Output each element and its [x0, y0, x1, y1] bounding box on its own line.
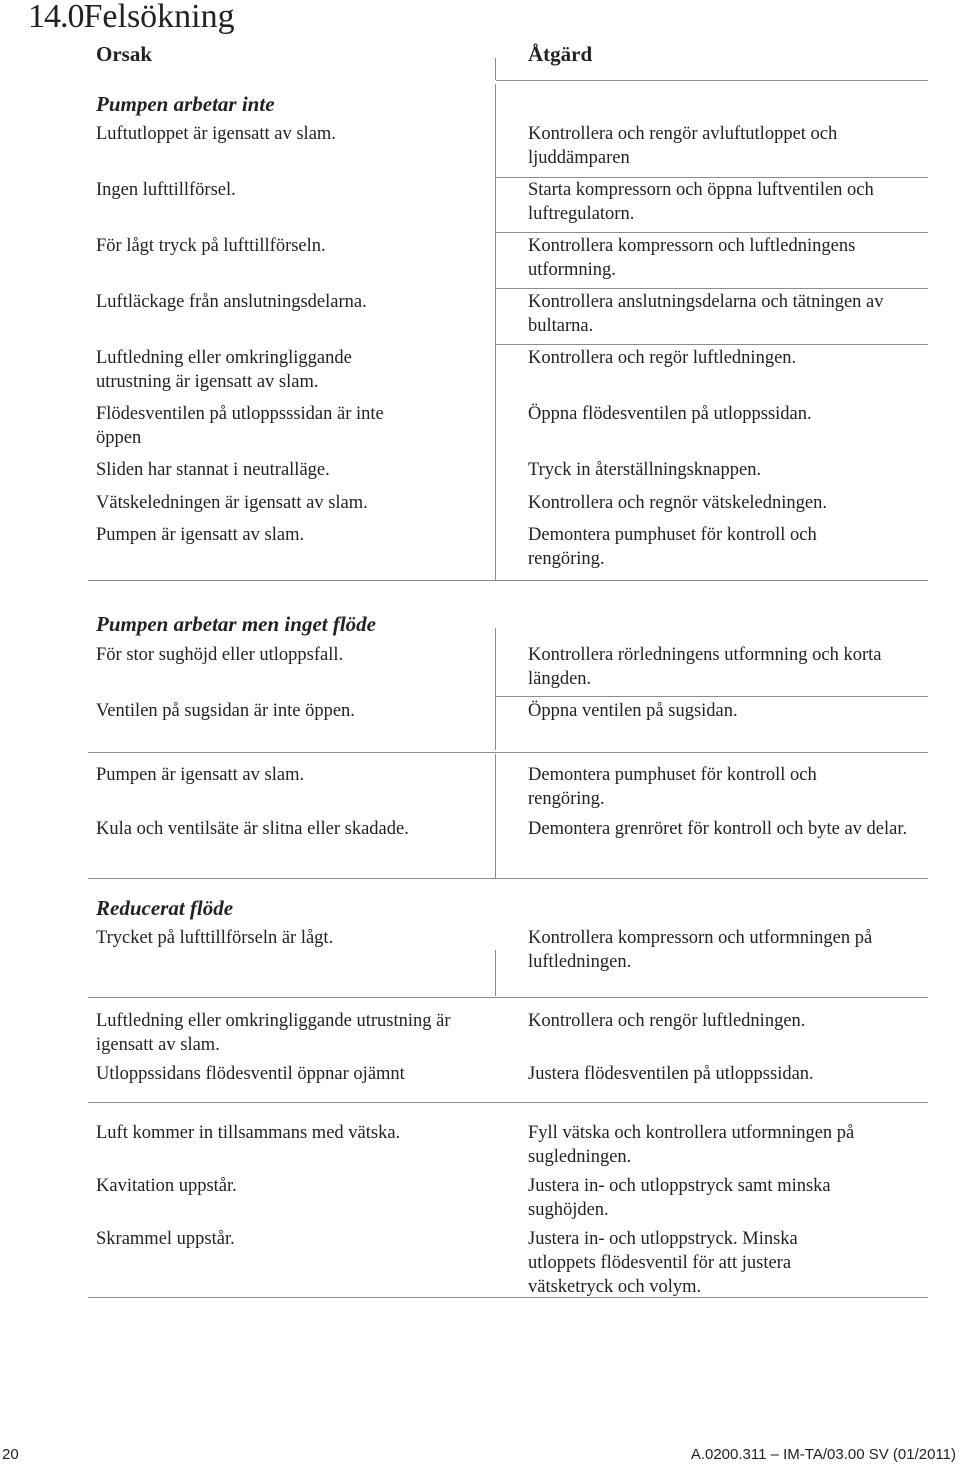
action-cell: Fyll vätska och kontrollera utformningen på sugledningen.: [528, 1123, 855, 1167]
action-cell: Demontera pumphuset för kontroll och rengöring.: [528, 765, 817, 809]
column-header-cause: Orsak: [96, 42, 153, 66]
cause-cell: Vätskeledningen är igensatt av slam.: [96, 493, 368, 513]
cause-cell: Luftledning eller omkringliggande utrustning är igensatt av slam.: [96, 348, 352, 392]
action-cell: Justera in- och utloppstryck samt minska sughöjden.: [528, 1176, 831, 1220]
action-cell: Kontrollera och rengör luftledningen.: [528, 1011, 806, 1031]
chapter-number: 14.0: [28, 0, 84, 35]
cause-cell: Luftledning eller omkringliggande utrustning är igensatt av slam.: [96, 1011, 451, 1055]
cause-cell: Trycket på lufttillförseln är lågt.: [96, 928, 334, 948]
action-cell: Kontrollera rörledningens utformning och korta längden.: [528, 645, 882, 689]
section-heading: Pumpen arbetar inte: [96, 92, 275, 116]
cause-cell: Pumpen är igensatt av slam.: [96, 765, 305, 785]
action-cell: Öppna flödesventilen på utloppssidan.: [528, 404, 812, 424]
row-rule: [496, 288, 928, 289]
action-cell: Starta kompressorn och öppna luftventilen och luftregulatorn.: [528, 180, 874, 224]
section-heading: Reducerat flöde: [96, 896, 234, 920]
section-rule: [88, 997, 928, 998]
cause-cell: Luft kommer in tillsammans med vätska.: [96, 1123, 401, 1143]
cause-cell: Pumpen är igensatt av slam.: [96, 525, 305, 545]
document-code: A.0200.311 – IM-TA/03.00 SV (01/2011): [690, 1446, 956, 1463]
column-divider: [495, 628, 496, 750]
cause-cell: Ventilen på sugsidan är inte öppen.: [96, 701, 355, 721]
action-cell: Kontrollera kompressorn och luftledningens utformning.: [528, 236, 856, 280]
cause-cell: Ingen lufttillförsel.: [96, 180, 236, 200]
section-rule: [88, 752, 928, 753]
cause-cell: Kula och ventilsäte är slitna eller skadade.: [96, 819, 409, 839]
column-divider: [495, 950, 496, 996]
page-title: [28, 0, 235, 34]
column-divider: [495, 754, 496, 878]
section-rule: [88, 878, 928, 879]
action-cell: Kontrollera och regör luftledningen.: [528, 348, 797, 368]
action-cell: Kontrollera och rengör avluftutloppet och ljuddämparen: [528, 124, 838, 168]
column-header-action: Åtgärd: [528, 42, 593, 66]
row-rule: [496, 696, 928, 697]
cause-cell: Sliden har stannat i neutralläge.: [96, 460, 330, 480]
action-cell: Kontrollera och regnör vätskeledningen.: [528, 493, 827, 513]
action-cell: Demontera pumphuset för kontroll och rengöring.: [528, 525, 817, 569]
column-divider: [495, 58, 496, 80]
cause-cell: Flödesventilen på utloppsssidan är inte öppen: [96, 404, 384, 448]
cause-cell: Utloppssidans flödesventil öppnar ojämnt: [96, 1064, 405, 1084]
row-rule: [496, 344, 928, 345]
action-cell: Justera flödesventilen på utloppssidan.: [528, 1064, 814, 1084]
action-cell: Justera in- och utloppstryck. Minska utloppets flödesventil för att justera vätsketryck och volym.: [528, 1229, 798, 1297]
header-rule: [496, 80, 928, 81]
section-heading: Pumpen arbetar men inget flöde: [96, 612, 376, 636]
page-number: 20: [2, 1446, 19, 1463]
cause-cell: För stor sughöjd eller utloppsfall.: [96, 645, 344, 665]
section-rule: [88, 1102, 928, 1103]
section-rule: [88, 580, 928, 581]
cause-cell: Luftläckage från anslutningsdelarna.: [96, 292, 367, 312]
cause-cell: Kavitation uppstår.: [96, 1176, 237, 1196]
chapter-title: Felsökning: [83, 0, 235, 35]
action-cell: Tryck in återställningsknappen.: [528, 460, 762, 480]
row-rule: [496, 232, 928, 233]
action-cell: Kontrollera anslutningsdelarna och tätningen av bultarna.: [528, 292, 884, 336]
cause-cell: Luftutloppet är igensatt av slam.: [96, 124, 336, 144]
action-cell: Kontrollera kompressorn och utformningen på luftledningen.: [528, 928, 873, 972]
action-cell: Öppna ventilen på sugsidan.: [528, 701, 738, 721]
cause-cell: Skrammel uppstår.: [96, 1229, 235, 1249]
cause-cell: För lågt tryck på lufttillförseln.: [96, 236, 326, 256]
action-cell: Demontera grenröret för kontroll och byte av delar.: [528, 819, 908, 839]
column-divider: [495, 84, 496, 580]
